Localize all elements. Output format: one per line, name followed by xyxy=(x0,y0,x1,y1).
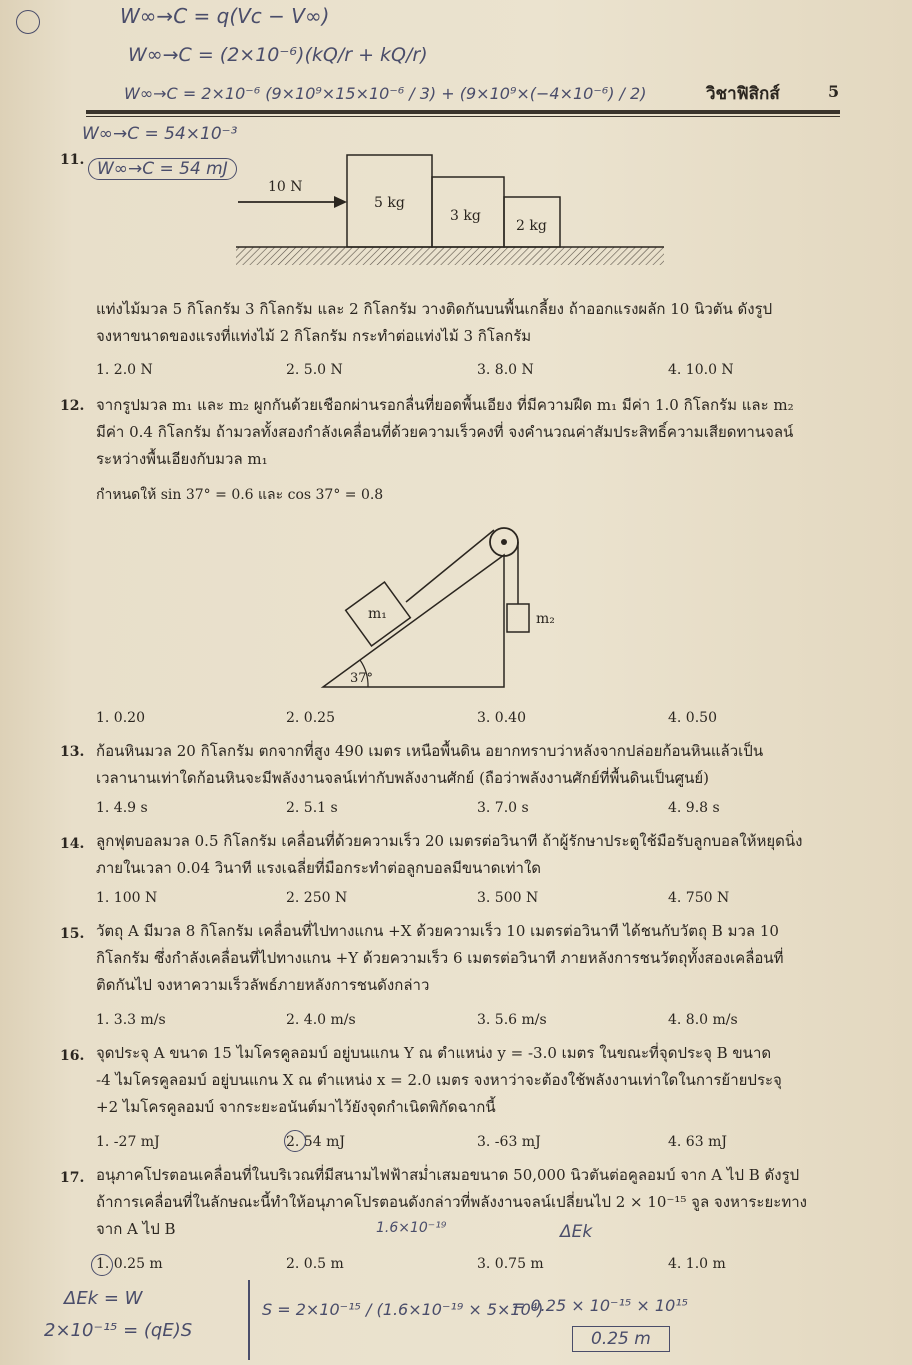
answer-circle-mark xyxy=(284,1130,306,1152)
choice[interactable]: 1. 100 N xyxy=(96,890,158,906)
angle-label: 37° xyxy=(350,671,374,686)
choice[interactable]: 2. 54 mJ xyxy=(286,1134,345,1150)
choice[interactable]: 1. 2.0 N xyxy=(96,362,153,378)
choices-row xyxy=(96,1134,836,1156)
choices-row xyxy=(96,800,836,822)
question-number: 16. xyxy=(60,1048,85,1064)
handwritten-note-1: W∞→C = q(Vc − V∞) xyxy=(120,4,330,28)
choices-row xyxy=(96,362,836,384)
block-label-5kg: 5 kg xyxy=(374,195,405,211)
question-text: จากรูปมวล m₁ และ m₂ ผูกกันด้วยเชือกผ่านรอกลื่นที่ยอดพื้นเอียง ที่มีความฝืด m₁ มีค่า 1.0 กิโลกรัม และ m₂ มีค่า 0.4 กิโลกรัม ถ้ามวลทั้งสองกำลังเคลื่อนที่ด้วยความเร็วคงที่ จงคำนวณค่าสัมประสิทธิ์ความเสียดทานจลน์ ระหว่างพื้นเอียงกับมวล m₁ xyxy=(96,396,794,468)
mass1-label: m₁ xyxy=(368,606,387,622)
block-label-3kg: 3 kg xyxy=(450,208,481,224)
choice[interactable]: 4. 0.50 xyxy=(668,710,717,726)
choices-row xyxy=(96,710,836,732)
handwritten-note-2: W∞→C = (2×10⁻⁶)(kQ/r + kQ/r) xyxy=(128,44,428,66)
handwritten-work-3: S = 2×10⁻¹⁵ / (1.6×10⁻¹⁹ × 5×10⁴) xyxy=(262,1300,544,1319)
question-number: 14. xyxy=(60,836,85,852)
choice[interactable]: 3. 5.6 m/s xyxy=(477,1012,547,1028)
question-text: วัตถุ A มีมวล 8 กิโลกรัม เคลื่อนที่ไปทางแกน +X ด้วยความเร็ว 10 เมตรต่อวินาที ได้ชนกับวัตถุ B มวล 10 กิโลกรัม ซึ่งกำลังเคลื่อนที่ไปทางแกน +Y ด้วยความเร็ว 6 เมตรต่อวินาที ภายหลังการชนวัตถุทั้งสองเคลื่อนที่ ติดกันไป จงหาความเร็วลัพธ์ภายหลังการชนดังกล่าว xyxy=(96,922,784,994)
question-text: แท่งไม้มวล 5 กิโลกรัม 3 กิโลกรัม และ 2 กิโลกรัม วางติดกันบนพื้นเกลี้ยง ถ้าออกแรงผลัก 10 นิวตัน ดังรูป จงหาขนาดของแรงที่แท่งไม้ 2 กิโลกรัม กระทำต่อแท่งไม้ 3 กิโลกรัม xyxy=(96,300,773,345)
question-number: 17. xyxy=(60,1170,85,1186)
choice[interactable]: 3. 8.0 N xyxy=(477,362,534,378)
divider-line xyxy=(248,1280,250,1360)
handwritten-result-2: W∞→C = 54 mJ xyxy=(88,158,237,180)
handwritten-work-2: 2×10⁻¹⁵ = (qE)S xyxy=(44,1320,193,1341)
choice[interactable]: 4. 8.0 m/s xyxy=(668,1012,738,1028)
incline xyxy=(323,555,504,687)
choice[interactable]: 1. -27 mJ xyxy=(96,1134,160,1150)
mass-m2 xyxy=(507,604,529,632)
choice[interactable]: 1. 0.20 xyxy=(96,710,145,726)
choice[interactable]: 2. 4.0 m/s xyxy=(286,1012,356,1028)
handwritten-work-4: = 0.25 × 10⁻¹⁵ × 10¹⁵ xyxy=(512,1296,689,1315)
choice[interactable]: 3. 0.75 m xyxy=(477,1256,544,1272)
header-rule-thin xyxy=(86,116,840,117)
choice[interactable]: 2. 0.25 xyxy=(286,710,335,726)
question-number: 12. xyxy=(60,398,85,414)
force-label: 10 N xyxy=(268,179,303,195)
choice[interactable]: 1. 4.9 s xyxy=(96,800,148,816)
answer-circle-mark xyxy=(91,1254,113,1276)
choice[interactable]: 1. 0.25 m xyxy=(96,1256,163,1272)
mass2-label: m₂ xyxy=(536,611,555,627)
choice[interactable]: 4. 10.0 N xyxy=(668,362,734,378)
header-rule xyxy=(86,110,840,114)
choices-row xyxy=(96,890,836,912)
page-number: 5 xyxy=(828,82,840,101)
handwritten-note-3: W∞→C = 2×10⁻⁶ (9×10⁹×15×10⁻⁶ / 3) + (9×10⁹×(−4×10⁻⁶) / 2) xyxy=(124,84,647,103)
block-label-2kg: 2 kg xyxy=(516,218,547,234)
question-text: อนุภาคโปรตอนเคลื่อนที่ในบริเวณที่มีสนามไฟฟ้าสม่ำเสมอขนาด 50,000 นิวตันต่อคูลอมบ์ จาก A ไป B ดังรูป ถ้าการเคลื่อนที่ในลักษณะนี้ทำให้อนุภาคโปรตอนดังกล่าวที่พลังงานจลน์เปลี่ยนไป 2 × 10⁻¹⁵ จูล จงหาระยะทาง จาก A ไป B xyxy=(96,1166,807,1238)
choice[interactable]: 3. -63 mJ xyxy=(477,1134,541,1150)
handwritten-delta-ek: ΔEk xyxy=(560,1222,593,1242)
figure-blocks xyxy=(230,150,670,270)
choice[interactable]: 2. 250 N xyxy=(286,890,348,906)
choice[interactable]: 2. 0.5 m xyxy=(286,1256,344,1272)
question-text: ก้อนหินมวล 20 กิโลกรัม ตกจากที่สูง 490 เมตร เหนือพื้นดิน อยากทราบว่าหลังจากปล่อยก้อนหินแล้วเป็น เวลานานเท่าใดก้อนหินจะมีพลังงานจลน์เท่ากับพลังงานศักย์ (ถือว่าพลังงานศักย์ที่พื้นดินเป็นศูนย์) xyxy=(96,742,764,787)
choice[interactable]: 4. 63 mJ xyxy=(668,1134,727,1150)
given-values: กำหนดให้ sin 37° = 0.6 และ cos 37° = 0.8 xyxy=(96,487,384,503)
question-text: จุดประจุ A ขนาด 15 ไมโครคูลอมบ์ อยู่บนแกน Y ณ ตำแหน่ง y = -3.0 เมตร ในขณะที่จุดประจุ B ขนาด -4 ไมโครคูลอมบ์ อยู่บนแกน X ณ ตำแหน่ง x = 2.0 เมตร จงหาว่าจะต้องใช้พลังงานเท่าใดในการย้ายประจุ +2 ไมโครคูลอมบ์ จากระยะอนันต์มาไว้ยังจุดกำเนิดพิกัดฉากนี้ xyxy=(96,1044,782,1116)
choice[interactable]: 4. 1.0 m xyxy=(668,1256,726,1272)
question-number: 15. xyxy=(60,926,85,942)
rope-incline xyxy=(406,530,494,602)
handwritten-charge-note: 1.6×10⁻¹⁹ xyxy=(376,1220,447,1236)
choices-row xyxy=(96,1012,836,1034)
choice[interactable]: 2. 5.1 s xyxy=(286,800,338,816)
choice[interactable]: 1. 3.3 m/s xyxy=(96,1012,166,1028)
choice[interactable]: 4. 9.8 s xyxy=(668,800,720,816)
choices-row xyxy=(96,1256,836,1278)
figure-incline xyxy=(320,520,555,690)
question-circle-mark xyxy=(16,10,40,34)
floor xyxy=(236,247,664,265)
choice[interactable]: 4. 750 N xyxy=(668,890,730,906)
choice[interactable]: 3. 7.0 s xyxy=(477,800,529,816)
handwritten-answer-box: 0.25 m xyxy=(572,1326,670,1352)
handwritten-work-1: ΔEk = W xyxy=(64,1288,143,1309)
choice[interactable]: 2. 5.0 N xyxy=(286,362,343,378)
question-text: ลูกฟุตบอลมวล 0.5 กิโลกรัม เคลื่อนที่ด้วยความเร็ว 20 เมตรต่อวินาที ถ้าผู้รักษาประตูใช้มือรับลูกบอลให้หยุดนิ่ง ภายในเวลา 0.04 วินาที แรงเฉลี่ยที่มือกระทำต่อลูกบอลมีขนาดเท่าใด xyxy=(96,832,803,877)
choice[interactable]: 3. 0.40 xyxy=(477,710,526,726)
choice[interactable]: 3. 500 N xyxy=(477,890,539,906)
header-subject: วิชาฟิสิกส์ xyxy=(706,84,780,104)
handwritten-result-1: W∞→C = 54×10⁻³ xyxy=(82,124,238,144)
question-number: 13. xyxy=(60,744,85,760)
question-number: 11. xyxy=(60,152,85,168)
